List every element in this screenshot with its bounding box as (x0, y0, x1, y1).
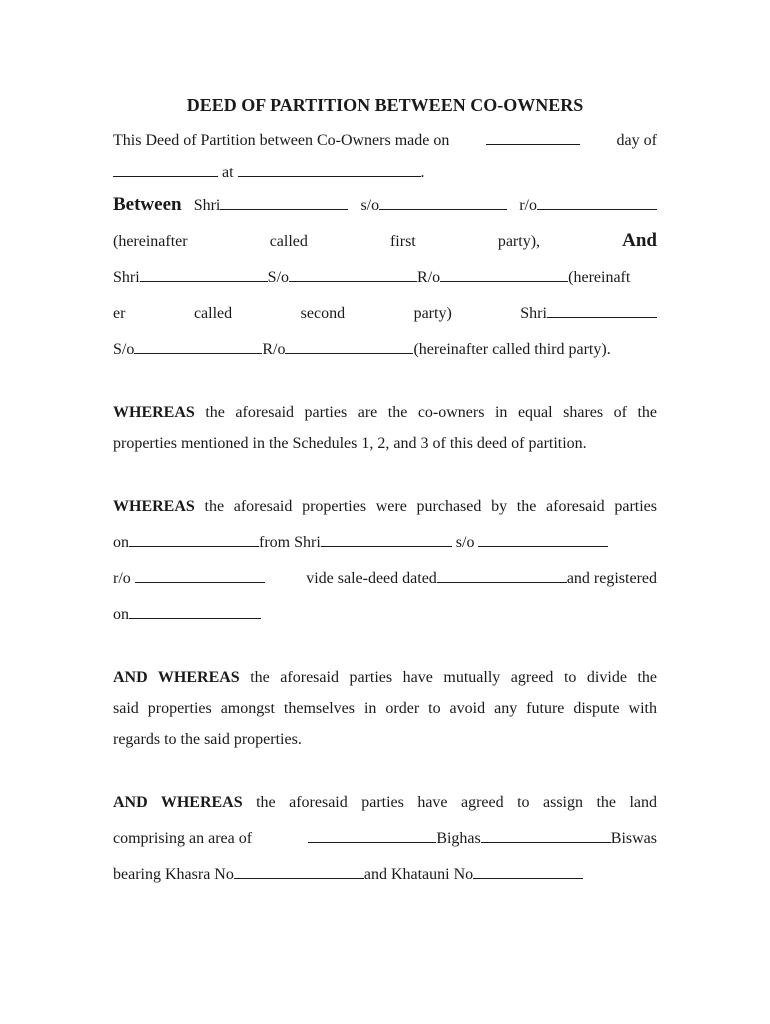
khasra-blank[interactable] (234, 864, 364, 879)
date-blank[interactable] (486, 130, 580, 145)
clause2-line-3 (113, 568, 657, 589)
clause4-line-3 (113, 864, 657, 885)
clause2-text: the aforesaid properties were purchased by the aforesaid parties (204, 498, 657, 515)
clause2-vide-group: vide sale-deed dated and registered (306, 570, 657, 587)
clause4-text: the aforesaid parties have agreed to assign the land (256, 794, 658, 811)
party2-father-blank[interactable] (289, 267, 417, 282)
between-label: Between (113, 194, 182, 215)
party2-name-blank[interactable] (140, 267, 268, 282)
intro-at: at (222, 164, 234, 181)
intro-line-2 (113, 162, 657, 183)
word-second: second (300, 305, 346, 322)
clause2-on: on (113, 534, 129, 551)
clause4-bearing: bearing Khasra No (113, 866, 234, 883)
word-first: first (389, 233, 416, 250)
clause4-line-2 (113, 828, 657, 849)
word-er: er (113, 305, 126, 322)
party3-ro: R/o (262, 341, 286, 358)
party2-residence-blank[interactable] (440, 267, 568, 282)
party1-shri: Shri (194, 195, 349, 216)
party1-name-blank[interactable] (220, 195, 348, 210)
clause2-ro-group: r/o (113, 568, 265, 589)
parties-line-2 (113, 231, 657, 252)
clause2-on-2: on (113, 606, 129, 623)
party3-father-blank[interactable] (134, 339, 262, 354)
party1-ro: r/o (519, 195, 657, 216)
clause1-text: the aforesaid parties are the co-owners in equal shares of the (205, 404, 658, 421)
purchase-date-blank[interactable] (129, 532, 259, 547)
clause3-text: the aforesaid parties have mutually agreed to divide the (250, 669, 658, 686)
clause2-keyword: WHEREAS (113, 498, 195, 515)
clause4-khatauni: and Khatauni No (363, 866, 474, 883)
clause2-from-shri: from Shri (259, 534, 321, 551)
intro-text-day: day of (616, 132, 657, 149)
registration-date-blank[interactable] (129, 604, 261, 619)
clause2-line-4 (113, 604, 657, 625)
party1-residence-blank[interactable] (537, 195, 657, 210)
day-blank[interactable] (113, 162, 218, 177)
party3-so: S/o (113, 341, 135, 358)
party2-so: S/o (267, 269, 290, 286)
clause3-keyword: AND WHEREAS (113, 669, 240, 686)
seller-residence-blank[interactable] (135, 568, 265, 583)
clause3-line-3: regards to the said properties. (113, 731, 302, 748)
place-blank[interactable] (238, 162, 421, 177)
khatauni-blank[interactable] (473, 864, 583, 879)
clause3-line-2: said properties amongst themselves in order to avoid any future dispute with (113, 700, 657, 717)
intro-period: . (420, 164, 425, 181)
party2-ro: R/o (417, 269, 441, 286)
clause2-line-1 (113, 497, 657, 517)
word-and: And (622, 230, 657, 251)
seller-father-blank[interactable] (478, 532, 608, 547)
clause1-keyword: WHEREAS (113, 404, 195, 421)
word-hereinaft: (hereinaft (568, 269, 631, 286)
word-hereinafter: (hereinafter (113, 233, 188, 250)
clause3-line-1 (113, 668, 657, 688)
clause2-line-2 (113, 532, 657, 553)
parties-line-4 (113, 303, 657, 324)
clause1-line-2: properties mentioned in the Schedules 1, 2, and 3 of this deed of partition. (113, 435, 587, 452)
bighas-blank[interactable] (308, 828, 436, 843)
word-called: called (269, 233, 308, 250)
parties-line-3 (113, 267, 657, 288)
party2-shri: Shri (113, 269, 140, 286)
clause4-comprising: comprising an area of (113, 830, 253, 847)
party1-so: s/o (360, 195, 507, 216)
document-title: DEED OF PARTITION BETWEEN CO-OWNERS (186, 95, 584, 115)
intro-line-1 (113, 130, 657, 151)
parties-line-1 (113, 195, 657, 216)
parties-line-5 (113, 339, 657, 360)
intro-text: This Deed of Partition between Co-Owners made on (113, 132, 450, 149)
clause4-line-1 (113, 793, 657, 813)
area-group: Bighas Biswas (308, 828, 657, 849)
word-party: party), (497, 233, 541, 250)
clause2-so: s/o (455, 534, 475, 551)
sale-deed-date-blank[interactable] (437, 568, 567, 583)
third-party-text: (hereinafter called third party). (413, 341, 611, 358)
word-called-2: called (193, 305, 233, 322)
party3-shri: Shri (520, 303, 657, 324)
clause1-line-1 (113, 403, 657, 423)
clause4-keyword: AND WHEREAS (113, 794, 243, 811)
word-party-2: party) (413, 305, 452, 322)
party3-residence-blank[interactable] (285, 339, 413, 354)
party1-father-blank[interactable] (379, 195, 507, 210)
seller-name-blank[interactable] (321, 532, 452, 547)
party3-name-blank[interactable] (547, 303, 657, 318)
biswas-blank[interactable] (481, 828, 611, 843)
